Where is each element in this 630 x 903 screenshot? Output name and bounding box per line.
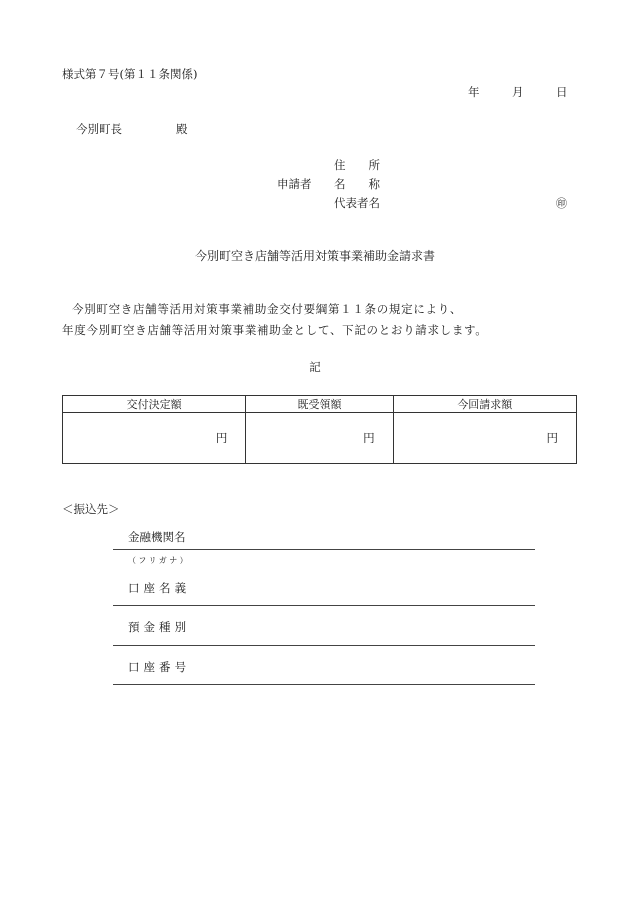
form-number: 様式第７号(第１１条関係)	[62, 67, 198, 81]
deposit-type-label: 預金種別	[128, 620, 191, 634]
addressee-honorific: 殿	[176, 122, 188, 136]
applicant-representative-label: 代表者名	[334, 196, 380, 210]
body-line-1: 今別町空き店舗等活用対策事業補助金交付要綱第１１条の規定により、	[72, 302, 463, 316]
applicant-name-label: 名 称	[334, 177, 380, 191]
bank-institution-label: 金融機関名	[128, 530, 186, 544]
yen-unit: 円	[215, 431, 228, 445]
bank-institution-line[interactable]	[113, 549, 535, 550]
ki-label: 記	[309, 360, 321, 374]
yen-unit: 円	[546, 431, 558, 445]
deposit-type-line[interactable]	[113, 645, 535, 646]
account-name-line[interactable]	[113, 605, 535, 606]
amount-table	[62, 395, 577, 464]
bank-heading: ＜振込先＞	[62, 502, 120, 516]
date-day-label: 日	[556, 85, 568, 99]
document-title: 今別町空き店舗等活用対策事業補助金請求書	[194, 249, 435, 263]
addressee-name: 今別町長	[76, 122, 122, 136]
decided-amount-cell[interactable]	[63, 413, 246, 464]
requested-amount-cell[interactable]	[393, 413, 576, 464]
applicant-address-label: 住 所	[334, 158, 380, 172]
account-number-label: 口座番号	[128, 660, 191, 674]
account-name-label: 口座名義	[128, 581, 191, 595]
header-requested-amount: 今回請求額	[393, 396, 576, 413]
date-year-label: 年	[468, 85, 480, 99]
account-number-line[interactable]	[113, 684, 535, 685]
received-amount-cell[interactable]	[246, 413, 393, 464]
seal-mark: ㊞	[556, 197, 567, 210]
body-line-2: 年度今別町空き店舗等活用対策事業補助金として、下記のとおり請求します。	[62, 323, 488, 337]
yen-unit: 円	[363, 431, 375, 445]
header-received-amount: 既受領額	[246, 396, 393, 413]
header-decided-amount: 交付決定額	[63, 396, 246, 413]
applicant-label: 申請者	[277, 177, 312, 191]
date-month-label: 月	[512, 85, 524, 99]
furigana-label: （フリガナ）	[128, 556, 190, 565]
